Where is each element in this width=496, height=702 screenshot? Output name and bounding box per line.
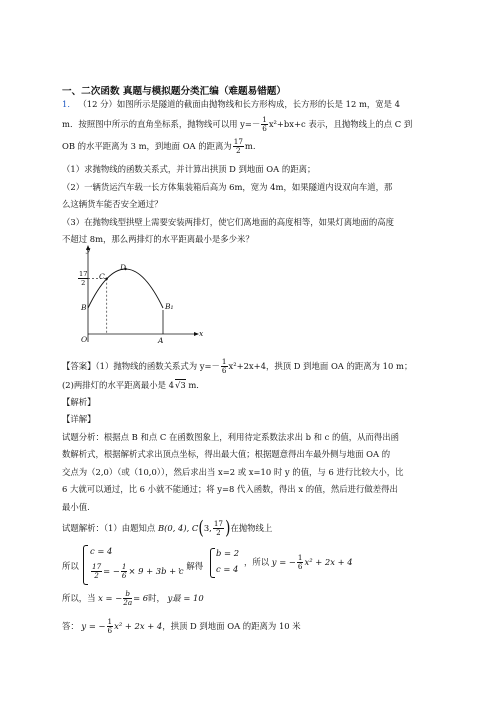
left-brace (83, 545, 88, 585)
question-number: 1． (62, 99, 76, 109)
part-1: （1）求抛物线的函数关系式，并计算出拱顶 D 到地面 OA 的距离； (62, 164, 316, 174)
system-eq-2: $\frac{17}{2}$ = − $\frac{1}{6}$ × 9 + 3b + c (92, 562, 184, 580)
point-b1-label: B₁ (165, 302, 174, 311)
question-line-3: OB 的水平距离为 3 m，到地面 OA 的距离为 $\frac{17}{2}$ m. (62, 137, 256, 155)
jiexi-heading: 【解析】 (62, 397, 96, 407)
system-eq-1: c = 4 (90, 546, 113, 556)
solution-line-1: 试题解析：（1）由题知点 B(0, 4), C(3, $\frac{17}{2}$ )在抛物线上 (62, 518, 273, 539)
fraction: $\frac{1}{6}$ (262, 115, 267, 133)
point-a-label: A (158, 336, 164, 345)
origin-label: O (81, 335, 88, 344)
part-2a: （2）一辆货运汽车载一长方体集装箱后高为 6m，宽为 4m，如果隧道内设双向车道，那 (62, 182, 393, 192)
solution-c: c = 4 (216, 564, 239, 574)
xiangjie-heading: 【详解】 (62, 414, 96, 424)
point-c-label: C (99, 272, 105, 281)
solve-text: ，解得 (178, 561, 204, 571)
right-brace (210, 548, 215, 578)
section-title: 一、二次函数 真题与模拟题分类汇编（难题易错题） (62, 86, 286, 97)
tick-label: $\frac{17}{2}$ (79, 270, 88, 287)
answer-line-2: (2)两排灯的水平距离最小是 4√3 m． (62, 380, 205, 390)
vertex-line: 所以，当 x = − $\frac{b}{2a}$ = 6时， y最 = 10 (62, 589, 204, 607)
point-b-label: B (81, 303, 87, 312)
tunnel-figure (66, 244, 206, 344)
fraction: $\frac{17}{2}$ (233, 137, 243, 155)
x-axis-label: x (199, 329, 204, 338)
analysis-line-3: 交点为（2,0）（或（10,0）），然后求出当 x=2 或 x=10 时 y 的值，与 6 进行比较大小，比 (62, 467, 404, 477)
system-prefix: 所以 (62, 561, 79, 571)
analysis-line-2: 数解析式，根据解析式求出顶点坐标，得出最大值；根据题意得出车最外侧与地面 OA 的 (62, 449, 391, 459)
point-d-label: D (120, 263, 127, 272)
part-2b: 么这辆货车能否安全通过？ (62, 199, 163, 209)
y-axis-label: y (86, 245, 91, 254)
analysis-line-5: 最小值. (62, 502, 90, 512)
answer-line-1: 【答案】（1）抛物线的函数关系式为 y=－ $\frac{1}{6}$ x²+2x+4，拱顶 D 到地面 OA 的距离为 10 m； (62, 357, 413, 375)
part-3a: （3）在抛物线型拱壁上需要安装两排灯，使它们离地面的高度相等，如果灯离地面的高度 (62, 217, 394, 227)
final-answer: 答： y = − $\frac{1}{6}$ x² + 2x + 4，拱顶 D 到地面 OA 的距离为 10 米 (62, 617, 301, 635)
analysis-line-1: 试题分析：根据点 B 和点 C 在函数图象上，利用待定系数法求出 b 和 c 的值，从而得出函 (62, 432, 400, 442)
fraction: $\frac{1}{6}$ (221, 357, 227, 375)
question-line-2: m．按照图中所示的直角坐标系，抛物线可以用 y=－ $\frac{1}{6}$ x²+bx+c 表示，且抛物线上的点 C 到 (62, 115, 413, 133)
function-result: ，所以 y = − $\frac{1}{6}$ x² + 2x + 4 (244, 553, 353, 571)
part-3b: 不超过 8m，那么两排灯的水平距离最小是多少米？ (62, 234, 254, 244)
analysis-line-4: 6 大就可以通过，比 6 小就不能通过；将 y=8 代入函数，得出 x 的值，然后进行做差得出 (62, 484, 398, 494)
question-line-1: 1． （12 分）如图所示是隧道的截面由抛物线和长方形构成，长方形的长是 12 m，宽是 4 (62, 99, 400, 109)
solution-b: b = 2 (216, 548, 240, 558)
